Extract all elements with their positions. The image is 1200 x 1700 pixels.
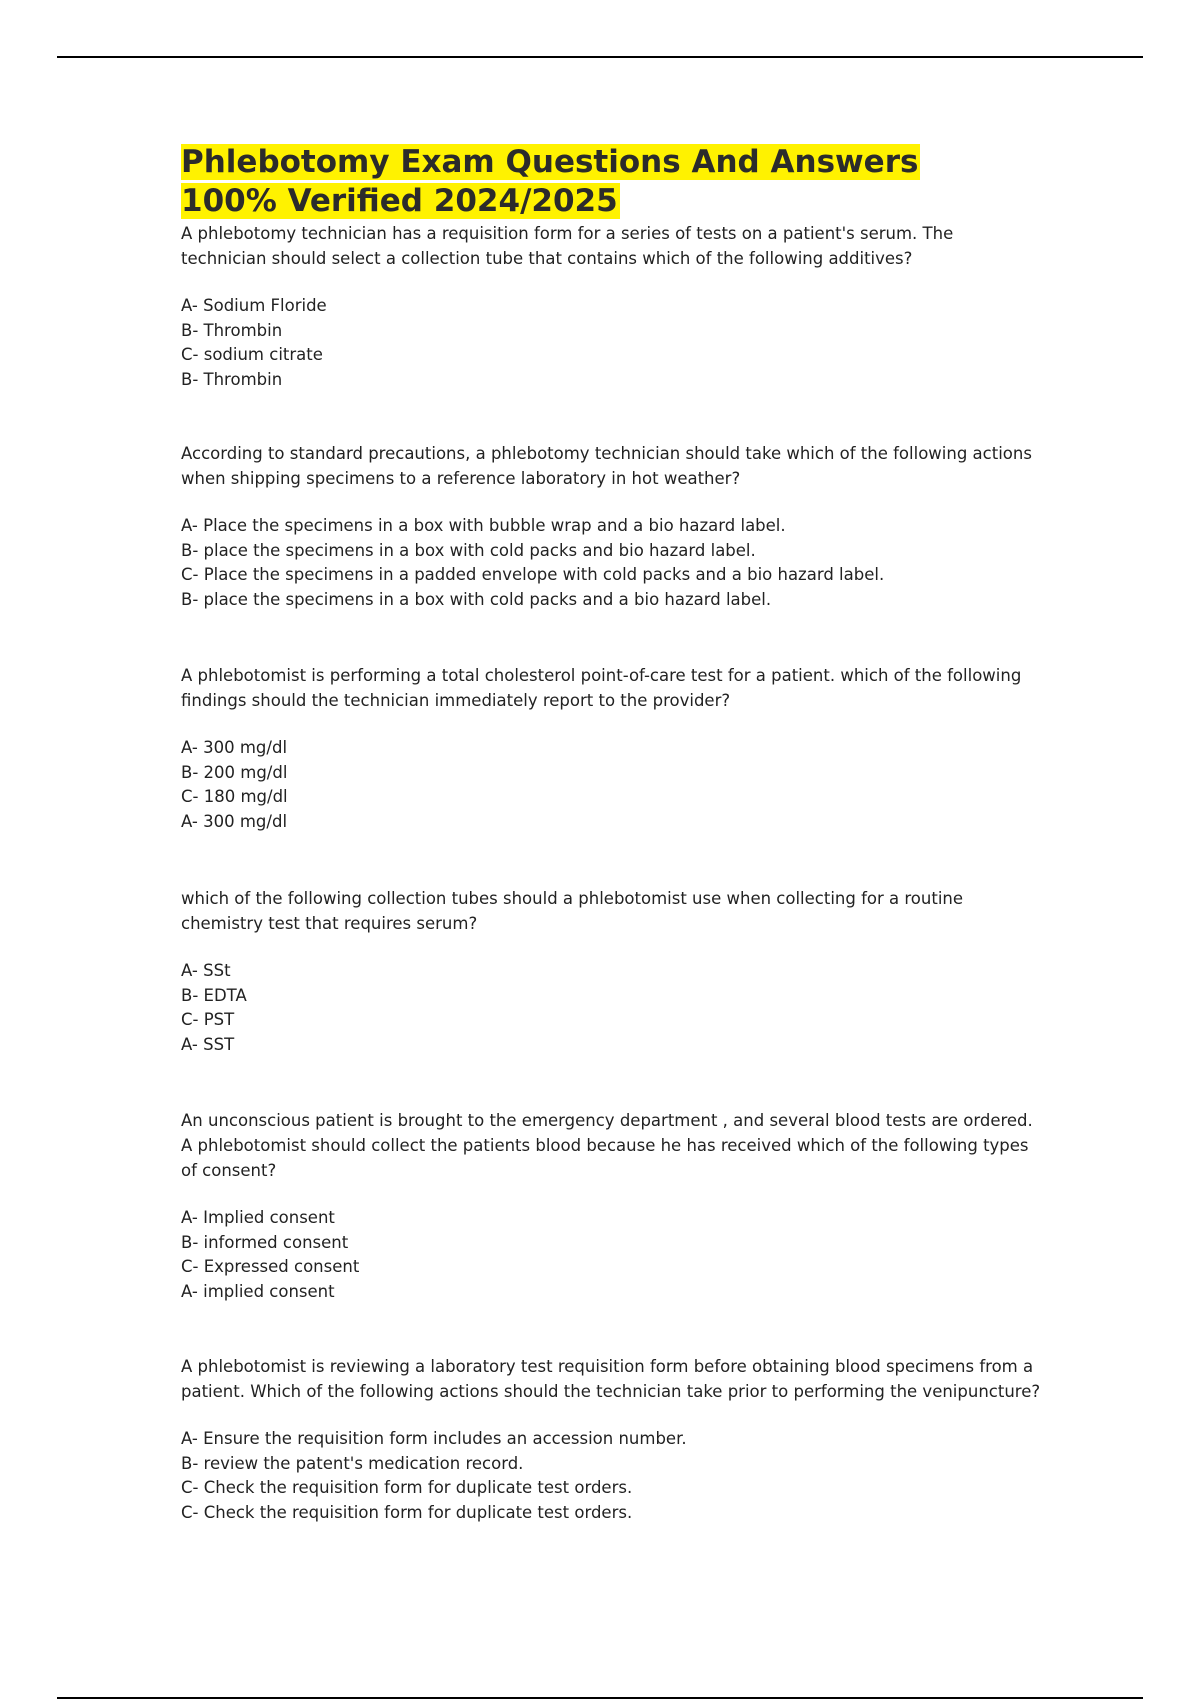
answer-option: C- sodium citrate	[181, 345, 323, 364]
question-block	[181, 1354, 1041, 1525]
question-text: A phlebotomy technician has a requisition form for a series of tests on a patient's serum. The technician should select a collection tube that contains which of the following additives?	[181, 224, 954, 268]
question-text: A phlebotomist is reviewing a laboratory test requisition form before obtaining blood specimens from a patient. Which of the following actions should the technician take prior to performing the venipuncture?	[181, 1357, 1041, 1401]
question-text: which of the following collection tubes should a phlebotomist use when collecting for a routine chemistry test that requires serum?	[181, 889, 964, 933]
answer-list	[181, 294, 1041, 392]
question-text: An unconscious patient is brought to the emergency department , and several blood tests are ordered. A phlebotomist should collect the patients blood because he has received which of the following types of consent?	[181, 1111, 1033, 1180]
answer-option: A- 300 mg/dl	[181, 738, 288, 757]
document-title	[181, 143, 1041, 221]
answer-option: A- implied consent	[181, 1281, 335, 1301]
title-line-1: Phlebotomy Exam Questions And Answers	[181, 144, 919, 180]
question-block	[181, 663, 1041, 834]
answer-option: B- review the patent's medication record.	[181, 1453, 524, 1473]
question-block	[181, 221, 1041, 392]
answer-list	[181, 1427, 1041, 1525]
question-block	[181, 886, 1041, 1057]
answer-option: A- Ensure the requisition form includes an accession number.	[181, 1429, 687, 1448]
question-block	[181, 1108, 1041, 1304]
answer-option: B- Thrombin	[181, 369, 283, 389]
answer-option: A- 300 mg/dl	[181, 811, 288, 831]
answer-option: A- Sodium Floride	[181, 296, 327, 315]
answer-option: A- Implied consent	[181, 1208, 335, 1227]
question-text: According to standard precautions, a phlebotomy technician should take which of the following actions when shipping specimens to a reference laboratory in hot weather?	[181, 444, 1032, 488]
answer-list	[181, 1206, 1041, 1304]
question-text: A phlebotomist is performing a total cholesterol point-of-care test for a patient. which of the following findings should the technician immediately report to the provider?	[181, 666, 1022, 710]
answer-list	[181, 959, 1041, 1057]
answer-option: A- SSt	[181, 961, 231, 980]
answer-list	[181, 514, 1041, 612]
answer-option: C- Check the requisition form for duplicate test orders.	[181, 1478, 633, 1497]
answer-option: B- Thrombin	[181, 320, 283, 340]
answer-option: B- EDTA	[181, 985, 247, 1005]
header-rule	[57, 56, 1143, 58]
answer-option: A- Place the specimens in a box with bubble wrap and a bio hazard label.	[181, 516, 786, 535]
question-block	[181, 441, 1041, 612]
answer-option: C- Expressed consent	[181, 1257, 360, 1276]
answer-option: C- 180 mg/dl	[181, 787, 288, 806]
answer-option: B- 200 mg/dl	[181, 762, 288, 782]
document-body	[181, 143, 1041, 1522]
answer-option: B- place the specimens in a box with cold packs and bio hazard label.	[181, 540, 756, 560]
title-line-2: 100% Verified 2024/2025	[181, 183, 618, 219]
answer-option: C- PST	[181, 1010, 235, 1029]
answer-option: A- SST	[181, 1034, 235, 1054]
answer-option: C- Check the requisition form for duplicate test orders.	[181, 1502, 633, 1522]
answer-option: C- Place the specimens in a padded envelope with cold packs and a bio hazard label.	[181, 565, 885, 584]
footer-rule	[57, 1697, 1143, 1699]
answer-option: B- place the specimens in a box with cold packs and a bio hazard label.	[181, 589, 772, 609]
answer-list	[181, 736, 1041, 834]
answer-option: B- informed consent	[181, 1232, 349, 1252]
